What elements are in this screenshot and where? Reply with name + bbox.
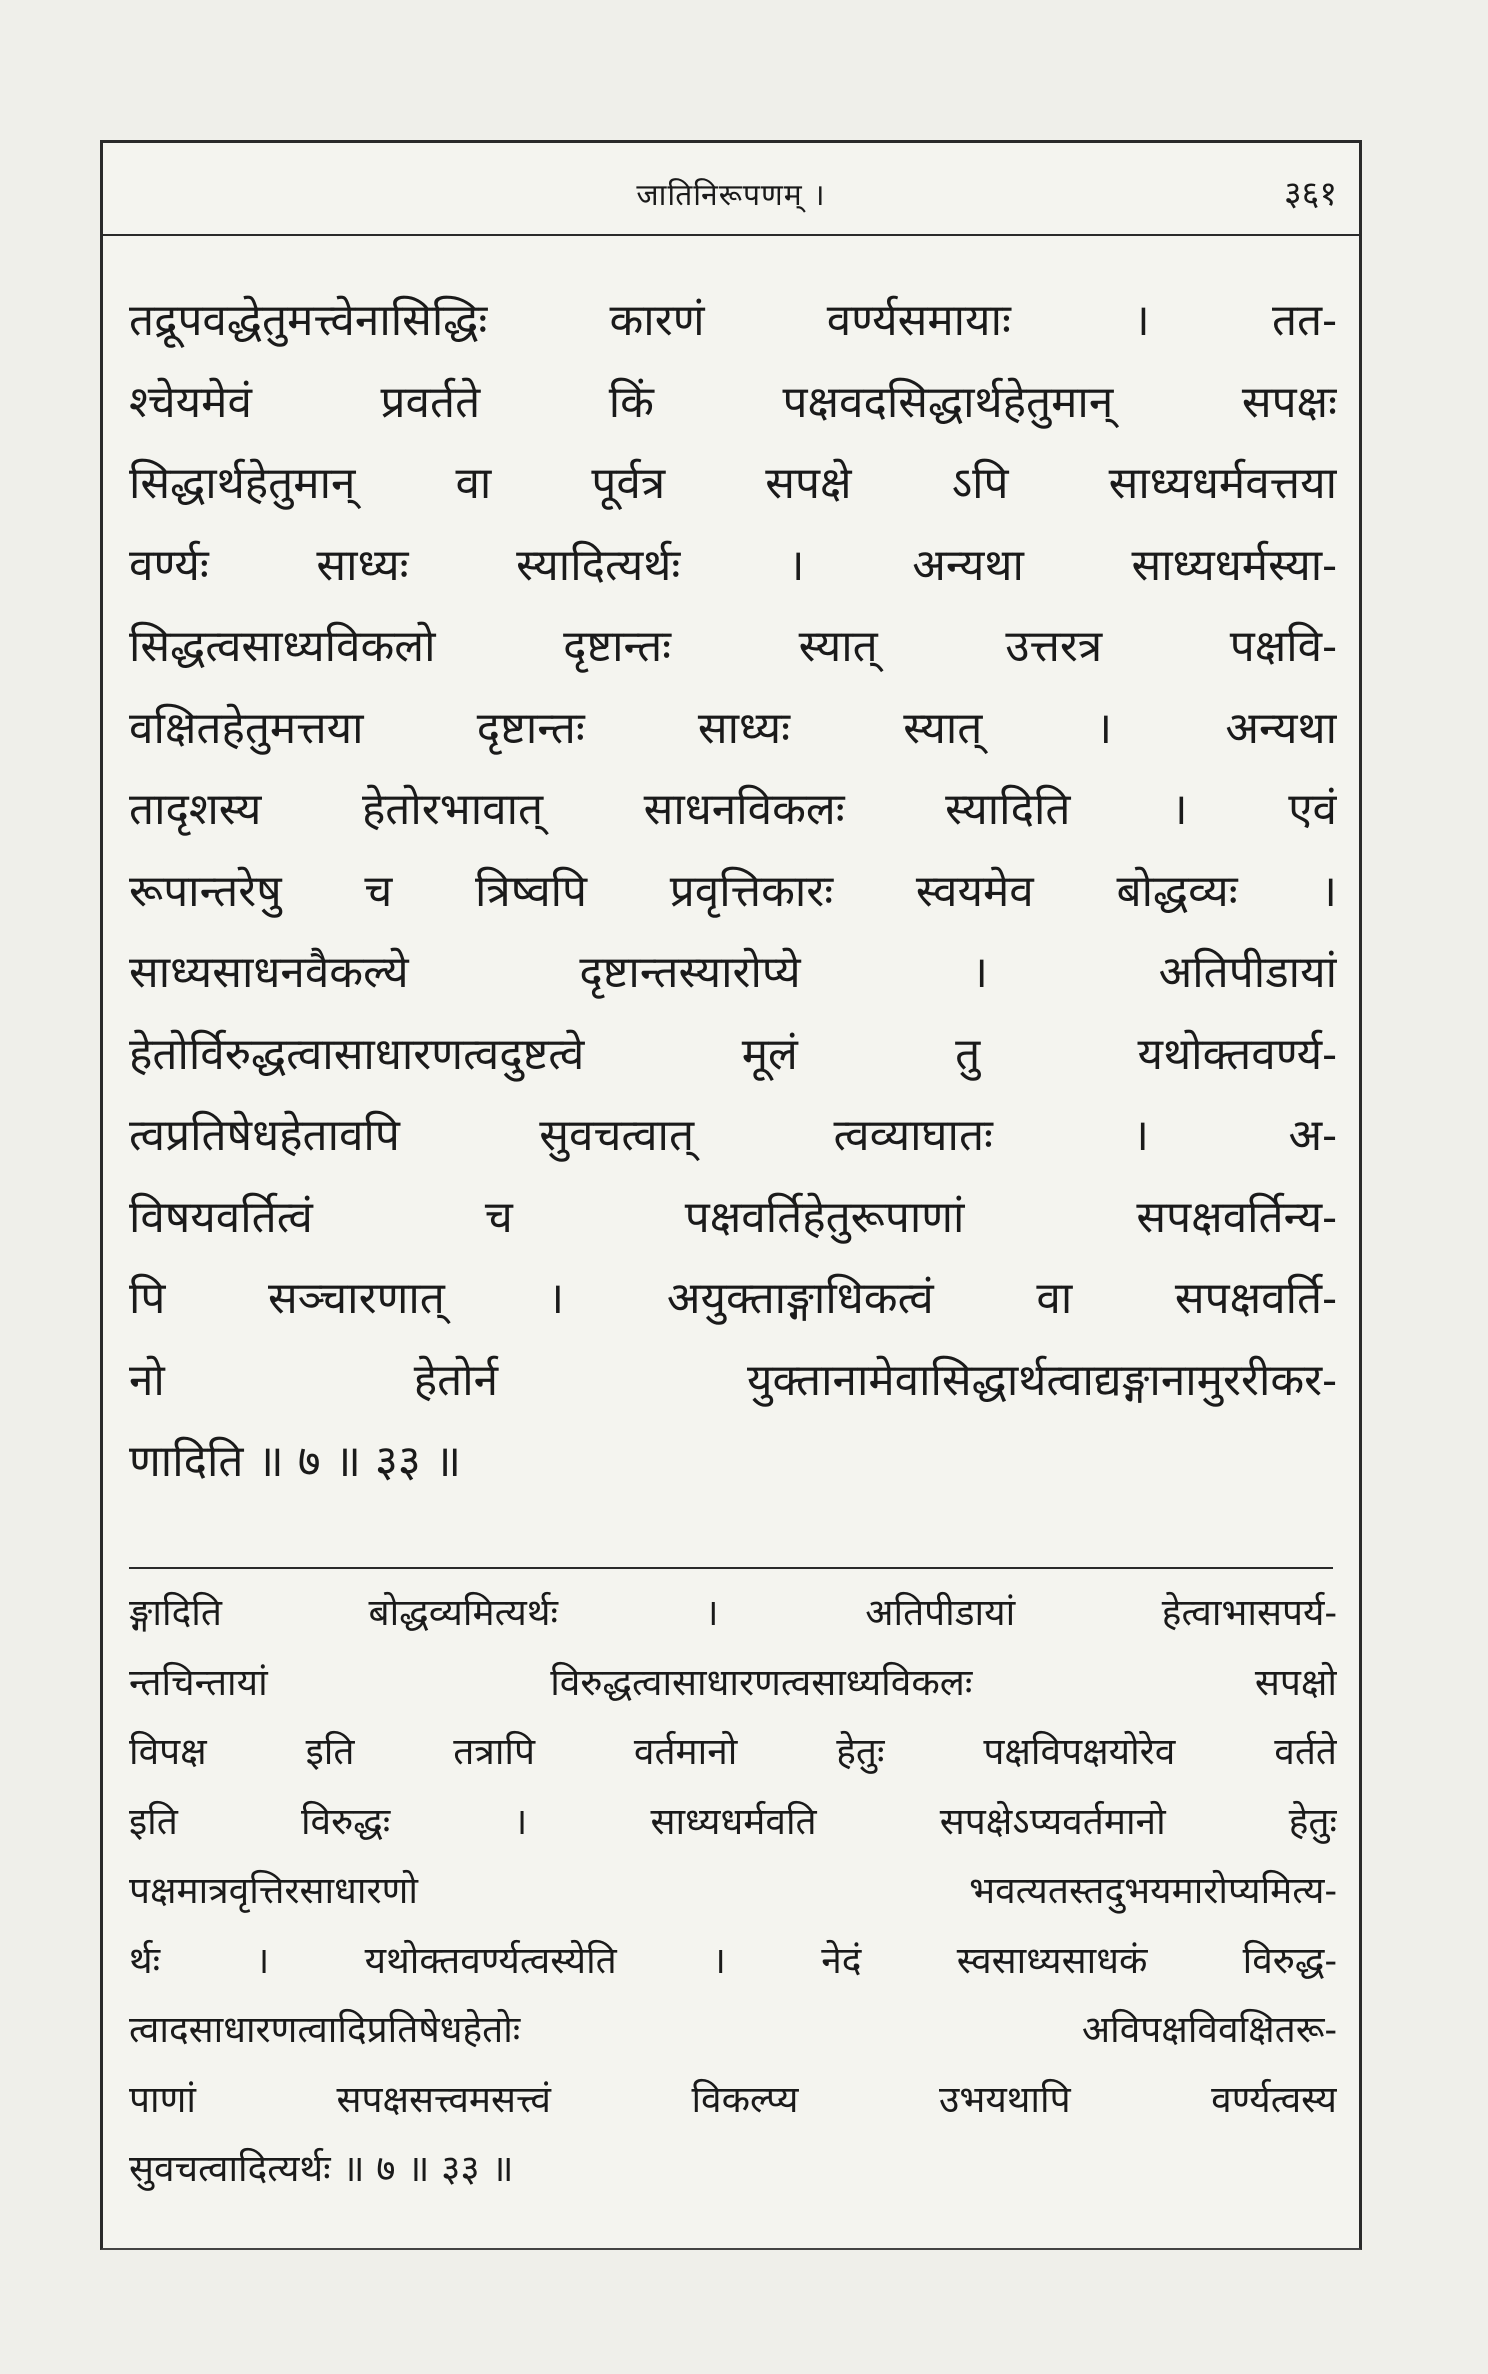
commentary-line: इति विरुद्धः । साध्यधर्मवति सपक्षेऽप्यवर्तमानो हेतुः: [129, 1799, 1337, 1843]
running-title: जातिनिरूपणम् ।: [636, 178, 826, 213]
commentary-line: विपक्ष इति तत्रापि वर्तमानो हेतुः पक्षविपक्षयोरेव वर्तते: [129, 1730, 1337, 1773]
main-text-line: तादृशस्य हेतोरभावात् साधनविकलः स्यादिति । एवं: [129, 784, 1337, 835]
section-divider: [129, 1567, 1333, 1569]
main-text-line: त्वप्रतिषेधहेतावपि सुवचत्वात् त्वव्याघातः । अ-: [129, 1110, 1337, 1161]
commentary-line: पाणां सपक्षसत्त्वमसत्त्वं विकल्प्य उभयथापि वर्ण्यत्वस्य: [129, 2077, 1337, 2121]
main-text-line: सिद्धत्वसाध्यविकलो दृष्टान्तः स्यात् उत्तरत्र पक्षवि-: [129, 621, 1337, 672]
main-text-line: णादिति ॥ ७ ॥ ३३ ॥: [129, 1436, 462, 1487]
main-text: [129, 280, 1337, 1503]
page-number: ३६१: [1283, 174, 1337, 214]
page-frame: [100, 140, 1362, 2250]
main-text-line: विषयवर्तित्वं च पक्षवर्तिहेतुरूपाणां सपक्षवर्तिन्य-: [129, 1191, 1337, 1243]
main-text-line: तद्रूपवद्धेतुमत्त्वेनासिद्धिः कारणं वर्ण्यसमायाः । तत-: [129, 295, 1337, 346]
running-head: [103, 140, 1359, 236]
main-text-line: साध्यसाधनवैकल्ये दृष्टान्तस्यारोप्ये । अतिपीडायां: [129, 947, 1337, 998]
main-text-line: वक्षितहेतुमत्तया दृष्टान्तः साध्यः स्यात् । अन्यथा: [129, 702, 1337, 754]
commentary-line: पक्षमात्रवृत्तिरसाधारणो भवत्यतस्तदुभयमारोप्यमित्य-: [129, 1869, 1337, 1912]
commentary-line: सुवचत्वादित्यर्थः ॥ ७ ॥ ३३ ॥: [129, 2147, 514, 2190]
commentary-line: ङ्गादिति बोद्धव्यमित्यर्थः । अतिपीडायां हेत्वाभासपर्य-: [129, 1591, 1337, 1634]
main-text-line: पि सञ्चारणात् । अयुक्ताङ्गाधिकत्वं वा सपक्षवर्ति-: [129, 1273, 1337, 1324]
main-text-line: वर्ण्यः साध्यः स्यादित्यर्थः । अन्यथा साध्यधर्मस्या-: [129, 539, 1337, 591]
main-text-line: रूपान्तरेषु च त्रिष्वपि प्रवृत्तिकारः स्वयमेव बोद्धव्यः ।: [129, 865, 1337, 917]
main-text-line: सिद्धार्थहेतुमान् वा पूर्वत्र सपक्षे ऽपि साध्यधर्मवत्तया: [129, 458, 1337, 509]
commentary-text: [129, 1578, 1337, 2204]
main-text-line: श्चेयमेवं प्रवर्तते किं पक्षवदसिद्धार्थहेतुमान् सपक्षः: [129, 376, 1337, 428]
main-text-line: नो हेतोर्न युक्तानामेवासिद्धार्थत्वाद्यङ्गानामुररीकर-: [129, 1354, 1337, 1406]
commentary-line: न्तचिन्तायां विरुद्धत्वासाधारणत्वसाध्यविकलः सपक्षो: [129, 1660, 1337, 1704]
main-text-line: हेतोर्विरुद्धत्वासाधारणत्वदुष्टत्वे मूलं तु यथोक्तवर्ण्य-: [129, 1028, 1337, 1080]
commentary-line: र्थः । यथोक्तवर्ण्यत्वस्येति । नेदं स्वसाध्यसाधकं विरुद्ध-: [129, 1938, 1337, 1982]
commentary-line: त्वादसाधारणत्वादिप्रतिषेधहेतोः अविपक्षविवक्षितरू-: [129, 2008, 1337, 2051]
